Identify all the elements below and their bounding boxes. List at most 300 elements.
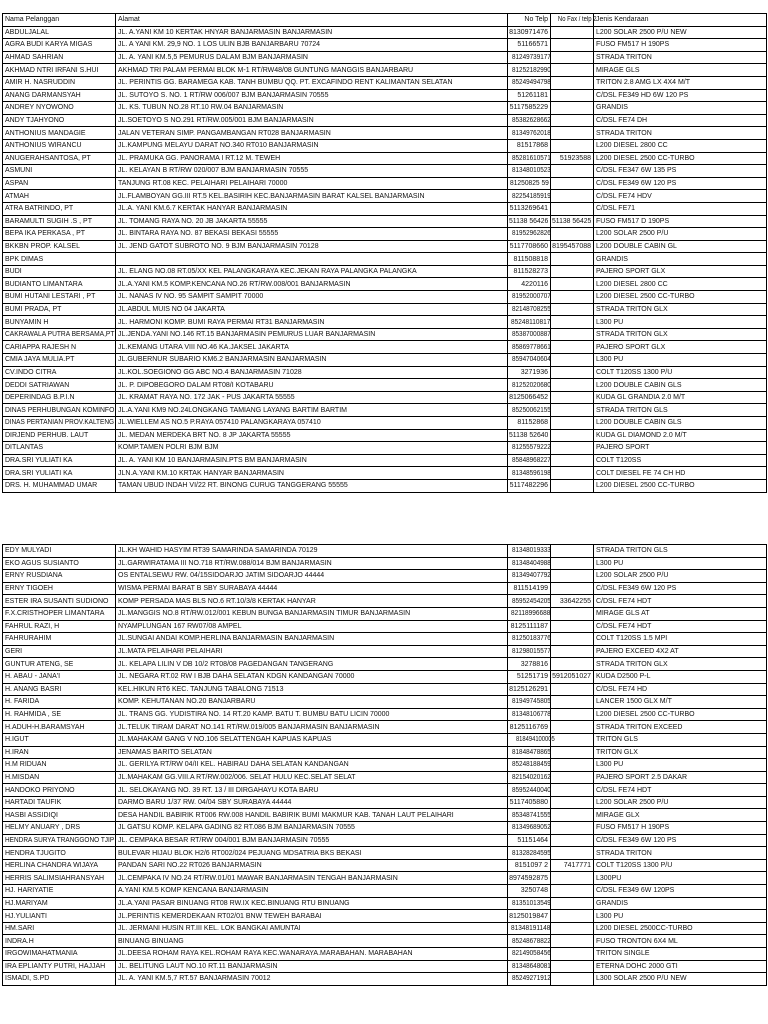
vehicle-type-cell: L200 DOUBLE CABIN GL	[594, 240, 767, 253]
phone-cell: 3271936	[508, 366, 551, 379]
table-row	[3, 39, 767, 52]
fax-cell	[551, 633, 594, 646]
vehicle-type-cell: PAJERO SPORT	[594, 442, 767, 455]
customer-name-cell: BEPA IKA PERKASA , PT	[3, 228, 116, 241]
fax-cell	[551, 76, 594, 89]
phone-cell: 81252020680	[508, 379, 551, 392]
phone-cell: 51261181	[508, 89, 551, 102]
address-cell: JL.MATA PELAIHARI PELAIHARI	[116, 645, 508, 658]
customer-name-cell: ATRA BATRINDO, PT	[3, 202, 116, 215]
address-cell: JL. MEDAN MERDEKA BRT NO. 8 JP JAKARTA 55555	[116, 429, 508, 442]
customer-name-cell: H. RAHMIDA , SE	[3, 708, 116, 721]
header-cell: No Fax / telp 2	[551, 14, 594, 27]
address-cell: KOMP PERSADA MAS BLS NO.6 RT.10/3/8 KERTAK HANYAR	[116, 595, 508, 608]
table-row	[3, 582, 767, 595]
fax-cell	[551, 479, 594, 492]
fax-cell	[551, 64, 594, 77]
vehicle-type-cell: L200 DIESEL 2500 CC-TURBO	[594, 291, 767, 304]
address-cell: JL. CEMPAKA BESAR RT/RW 004/001 BJM BANJARMASIN 70555	[116, 834, 508, 847]
customer-name-cell: ESTER IRA SUSANTI SUDIONO	[3, 595, 116, 608]
fax-cell	[551, 973, 594, 986]
address-cell: DARMO BARU 1/37 RW. 04/04 SBY SURABAYA 44444	[116, 796, 508, 809]
vehicle-type-cell: L200 SOLAR 2500 P/U	[594, 796, 767, 809]
customer-name-cell: HJ.YULIANTI	[3, 910, 116, 923]
fax-cell	[551, 771, 594, 784]
address-cell: JL.MAHAKAM GANG V NO.106 SELATTENGAH KAPUAS KAPUAS	[116, 733, 508, 746]
customer-name-cell: DIRJEND PERHUB. LAUT	[3, 429, 116, 442]
phone-cell: 81349407792	[508, 570, 551, 583]
fax-cell	[551, 253, 594, 266]
phone-cell: 82254185919	[508, 190, 551, 203]
address-cell: JL GATSU KOMP. KELAPA GADING 82 RT.086 BJM BANJARMASIN 70555	[116, 822, 508, 835]
phone-cell: 3278816	[508, 658, 551, 671]
phone-cell: 81952962826	[508, 228, 551, 241]
table-row	[3, 253, 767, 266]
table-row	[3, 935, 767, 948]
address-cell: JL.FLAMBOYAN GG.III RT.5 KEL.BASIRIH KEC.BANJARMASIN BARAT KALSEL BANJARMASIN	[116, 190, 508, 203]
vehicle-type-cell: C/DSL FE74 DH	[594, 114, 767, 127]
address-cell: JL.CEMPAKA IV NO.24 RT/RW.01/01 MAWAR BANJARMASIN TENGAH BANJARMASIN	[116, 872, 508, 885]
address-cell: JL.PERINTIS KEMERDEKAAN RT02/01 BNW TEWEH BARABAI	[116, 910, 508, 923]
phone-cell: 81348191148	[508, 922, 551, 935]
phone-cell: 81255579222	[508, 442, 551, 455]
customer-name-cell: HERLINA CHANDRA WIJAYA	[3, 859, 116, 872]
vehicle-type-cell: PAJERO SPORT GLX	[594, 265, 767, 278]
table-row	[3, 177, 767, 190]
phone-cell: 85248678822	[508, 935, 551, 948]
customer-name-cell: AGRA BUDI KARYA MIGAS	[3, 39, 116, 52]
phone-cell: 3250748	[508, 885, 551, 898]
page-break-gap	[0, 533, 768, 544]
vehicle-type-cell: C/DSL FE349 HD 6W 120 PS	[594, 89, 767, 102]
customer-name-cell: ASPAN	[3, 177, 116, 190]
address-cell: JL. A.YANI KM 10 KERTAK HNYAR BANJARMASIN BANJARMASIN	[116, 26, 508, 39]
fax-cell: 7417771	[551, 859, 594, 872]
fax-cell	[551, 545, 594, 558]
vehicle-type-cell: C/DSL FE349 6W 120 PS	[594, 834, 767, 847]
phone-cell: 51151464	[508, 834, 551, 847]
table-row	[3, 303, 767, 316]
customer-name-cell: BUDIANTO LIMANTARA	[3, 278, 116, 291]
address-cell: JL. TRANS GG. YUDISTIRA NO. 14 RT.20 KAMP. BATU T. BUMBU BATU LICIN 70000	[116, 708, 508, 721]
address-cell: JL.KOL.SOEGIONO GG ABC NO.4 BANJARMASIN 71028	[116, 366, 508, 379]
phone-cell: 8151097 2	[508, 859, 551, 872]
customer-name-cell: ISMADI, S.PD	[3, 973, 116, 986]
fax-cell	[551, 228, 594, 241]
customer-name-cell: FAHRURAHIM	[3, 633, 116, 646]
address-cell: JL.SOETOYO S NO.291 RT/RW.005/001 BJM BANJARMASIN	[116, 114, 508, 127]
address-cell: JL.MANGGIS NO.8 RT/RW.012/001 KEBUN BUNGA BANJARMASIN TIMUR BANJARMASIN	[116, 607, 508, 620]
customer-name-cell: BKKBN PROP. KALSEL	[3, 240, 116, 253]
fax-cell	[551, 885, 594, 898]
vehicle-type-cell: C/DSL FE74 HD	[594, 683, 767, 696]
fax-cell	[551, 442, 594, 455]
vehicle-type-cell: C/DSL FE349 6W 120 PS	[594, 582, 767, 595]
address-cell: JL. A. YANI KM 10 BANJARMASIN.PTS BM BANJARMASIN	[116, 454, 508, 467]
table-row	[3, 759, 767, 772]
vehicle-type-cell: PAJERO SPORT GLX	[594, 341, 767, 354]
fax-cell	[551, 202, 594, 215]
phone-cell: 811514199	[508, 582, 551, 595]
address-cell: JENAMAS BARITO SELATAN	[116, 746, 508, 759]
customer-name-cell: BARAMULTI SUGIH .S , PT	[3, 215, 116, 228]
table-row	[3, 76, 767, 89]
table-row	[3, 454, 767, 467]
fax-cell	[551, 303, 594, 316]
address-cell: JALAN VETERAN SIMP. PANGAMBANGAN RT028 BANJARMASIN	[116, 127, 508, 140]
customer-name-cell: HERRIS SALIMSIAHRANSYAH	[3, 872, 116, 885]
fax-cell	[551, 404, 594, 417]
fax-cell	[551, 620, 594, 633]
table-row	[3, 240, 767, 253]
phone-cell: 51138 56426	[508, 215, 551, 228]
customer-name-cell: AMIR H. NASRUDDIN	[3, 76, 116, 89]
customer-name-cell: H.IRAN	[3, 746, 116, 759]
fax-cell	[551, 784, 594, 797]
phone-cell: 85382628662	[508, 114, 551, 127]
phone-cell: 5117482296	[508, 479, 551, 492]
vehicle-type-cell: C/DSL FE347 6W 135 PS	[594, 165, 767, 178]
fax-cell	[551, 417, 594, 430]
fax-cell	[551, 746, 594, 759]
table-row	[3, 127, 767, 140]
vehicle-type-cell: C/DSL FE74 HDT	[594, 620, 767, 633]
phone-cell: 81349762018	[508, 127, 551, 140]
table-row	[3, 354, 767, 367]
fax-cell	[551, 721, 594, 734]
fax-cell	[551, 379, 594, 392]
address-cell: JL. ELANG NO.08 RT.05/XX KEL PALANGKARAYA KEC.JEKAN RAYA PALANGKA PALANGKA	[116, 265, 508, 278]
address-cell: JL. PERINTIS GG. BARAMEGA KAB. TANH BUMBU QQ. PT. EXCAFINDO RENT KALIMANTAN SELATAN	[116, 76, 508, 89]
phone-cell: 85248188459	[508, 759, 551, 772]
vehicle-type-cell: FUSO FM517 H 190PS	[594, 822, 767, 835]
phone-cell: 81351013549	[508, 897, 551, 910]
fax-cell	[551, 607, 594, 620]
vehicle-type-cell: PAJERO SPORT 2.5 DAKAR	[594, 771, 767, 784]
table-row	[3, 620, 767, 633]
vehicle-type-cell: PAJERO EXCEED 4X2 AT	[594, 645, 767, 658]
customer-name-cell: HJ.MARIYAM	[3, 897, 116, 910]
table-row	[3, 102, 767, 115]
table-row	[3, 278, 767, 291]
address-cell: JL.GARWIRATAMA III NO.718 RT/RW.088/014 BJM BANJARMASIN	[116, 557, 508, 570]
fax-cell	[551, 708, 594, 721]
customer-table-top	[2, 13, 767, 493]
customer-name-cell: INDRA.H	[3, 935, 116, 948]
table-row	[3, 633, 767, 646]
table-row	[3, 922, 767, 935]
address-cell: JL. PRAMUKA GG. PANORAMA I RT.12 M. TEWEH	[116, 152, 508, 165]
vehicle-type-cell: GRANDIS	[594, 102, 767, 115]
table-row	[3, 809, 767, 822]
address-cell: JL. GERILYA RT/RW 04/II KEL. HABIRAU DAHA SELATAN KANDANGAN	[116, 759, 508, 772]
fax-cell	[551, 265, 594, 278]
address-cell: AKHMAD TRI PALAM PERMAI BLOK M-1 RT/RW48/08 GUNTUNG MANGGIS BANJARBARU	[116, 64, 508, 77]
customer-name-cell: HM.SARI	[3, 922, 116, 935]
phone-cell: 81348404988	[508, 557, 551, 570]
customer-name-cell: DEPERINDAG B.P.I.N	[3, 391, 116, 404]
customer-name-cell: HENDRA TJUGITO	[3, 847, 116, 860]
fax-cell	[551, 759, 594, 772]
vehicle-type-cell: LANCER 1500 GLX M/T	[594, 696, 767, 709]
vehicle-type-cell: L300 PU	[594, 354, 767, 367]
table-row	[3, 708, 767, 721]
address-cell: JLN.A.YANI KM.10 KRTAK HANYAR BANJARMASIN	[116, 467, 508, 480]
table-row	[3, 89, 767, 102]
fax-cell	[551, 165, 594, 178]
customer-name-cell: DRA.SRI YULIATI KA	[3, 467, 116, 480]
phone-cell: 85250062155	[508, 404, 551, 417]
address-cell	[116, 253, 508, 266]
phone-cell: 81348596198	[508, 467, 551, 480]
address-cell: JL.KH WAHID HASYIM RT39 SAMARINDA SAMARINDA 70129	[116, 545, 508, 558]
vehicle-type-cell: L300 PU	[594, 759, 767, 772]
vehicle-type-cell: STRADA TRITON GLX	[594, 303, 767, 316]
fax-cell: 51138 56425	[551, 215, 594, 228]
vehicle-type-cell: MIRAGE GLS	[594, 64, 767, 77]
vehicle-type-cell: L200 SOLAR 2500 P/U	[594, 570, 767, 583]
customer-name-cell: DINAS PERHUBUNGAN KOMINFO	[3, 404, 116, 417]
fax-cell	[551, 127, 594, 140]
fax-cell	[551, 354, 594, 367]
table-row	[3, 960, 767, 973]
customer-name-cell: ASMUNI	[3, 165, 116, 178]
customer-name-cell: EDY MULYADI	[3, 545, 116, 558]
table-row	[3, 51, 767, 64]
customer-name-cell: ANANG DARMANSYAH	[3, 89, 116, 102]
vehicle-type-cell: L200 DIESEL 2500 CC-TURBO	[594, 708, 767, 721]
vehicle-type-cell: COLT T120SS 1300 P/U	[594, 859, 767, 872]
address-cell: JL.A.YANI KM9 NO.24LONGKANG TAMIANG LAYANG BARTIM BARTIM	[116, 404, 508, 417]
phone-cell: 8130971476	[508, 26, 551, 39]
phone-cell: 81952000707	[508, 291, 551, 304]
address-cell: JL. P. DIPOBEGORO DALAM RT08/I KOTABARU	[116, 379, 508, 392]
fax-cell: 5912051027	[551, 670, 594, 683]
phone-cell: 8125019847	[508, 910, 551, 923]
fax-cell	[551, 796, 594, 809]
table-row	[3, 215, 767, 228]
address-cell: DESA HANDIL BABIRIK RT006 RW.008 HANDIL BABIRIK BUMI MAKMUR KAB. TANAH LAUT PELAIHARI	[116, 809, 508, 822]
table-row	[3, 897, 767, 910]
table-row	[3, 784, 767, 797]
address-cell: NYAMPLUNGAN 167 RW07/08 AMPEL	[116, 620, 508, 633]
fax-cell	[551, 872, 594, 885]
customer-name-cell: AKHMAD NTRI IRFANI S.HUI	[3, 64, 116, 77]
address-cell: KOMP.TAMEN POLRI BJM BJM	[116, 442, 508, 455]
table-row	[3, 479, 767, 492]
customer-name-cell: HELMY ANUARY , DRS	[3, 822, 116, 835]
customer-name-cell: DRS. H. MUHAMMAD UMAR	[3, 479, 116, 492]
address-cell: JL.A.YANI KM.5 KOMP.KENCANA NO.26 RT/RW.008/001 BANJARMASIN	[116, 278, 508, 291]
vehicle-type-cell: C/DSL FE349 6W 120 PS	[594, 177, 767, 190]
table-row	[3, 733, 767, 746]
fax-cell	[551, 341, 594, 354]
table-row	[3, 545, 767, 558]
table-row	[3, 872, 767, 885]
phone-cell: 81250825 59	[508, 177, 551, 190]
customer-name-cell: ANTHONIUS WIRANCU	[3, 139, 116, 152]
customer-name-cell: F.X.CRISTHOPER LIMANTARA	[3, 607, 116, 620]
fax-cell	[551, 822, 594, 835]
fax-cell	[551, 922, 594, 935]
fax-cell	[551, 291, 594, 304]
customer-name-cell: H.MISDAN	[3, 771, 116, 784]
vehicle-type-cell: C/DSL FE74 HDT	[594, 595, 767, 608]
fax-cell	[551, 834, 594, 847]
table-row	[3, 670, 767, 683]
vehicle-type-cell: L300PU	[594, 872, 767, 885]
address-cell: JL. BINTARA RAYA NO. 87 BEKASI BEKASI 55555	[116, 228, 508, 241]
customer-name-cell: ERNY RUSDIANA	[3, 570, 116, 583]
fax-cell	[551, 39, 594, 52]
vehicle-type-cell: GRANDIS	[594, 253, 767, 266]
customer-name-cell: IRGOWIMAHATMANIA	[3, 948, 116, 961]
table-row	[3, 467, 767, 480]
vehicle-type-cell: L200 SOLAR 2500 P/U NEW	[594, 26, 767, 39]
customer-table-bottom	[2, 544, 767, 986]
vehicle-type-cell: L200 DIESEL 2500 CC-TURBO	[594, 479, 767, 492]
address-cell: JL.DEESA ROHAM RAYA KEL.ROHAM RAYA KEC.WANARAYA.MARABAHAN. MARABAHAN	[116, 948, 508, 961]
customer-name-cell: CV.INDO CITRA	[3, 366, 116, 379]
address-cell: WISMA PERMAI BARAT B SBY SURABAYA 44444	[116, 582, 508, 595]
table-row	[3, 645, 767, 658]
table-row	[3, 228, 767, 241]
phone-cell: 51166571	[508, 39, 551, 52]
address-cell: JL. BELITUNG LAUT NO.10 RT.11 BANJARMASIN	[116, 960, 508, 973]
address-cell: JL.WIELLEM AS NO.5 P.RAYA 057410 PALANGKARAYA 057410	[116, 417, 508, 430]
table-row	[3, 190, 767, 203]
phone-cell: 81348648081	[508, 960, 551, 973]
address-cell: PANDAN SARI NO.22 RT026 BANJARMASIN	[116, 859, 508, 872]
table-row	[3, 442, 767, 455]
address-cell: JL.SUNGAI ANDAI KOMP.HERLINA BANJARMASIN BANJARMASIN	[116, 633, 508, 646]
fax-cell	[551, 645, 594, 658]
header-row	[3, 14, 767, 27]
table-row	[3, 291, 767, 304]
table-row	[3, 973, 767, 986]
fax-cell	[551, 278, 594, 291]
address-cell: KOMP. KEHUTANAN NO.20 BANJARBARU	[116, 696, 508, 709]
phone-cell: 81298015577	[508, 645, 551, 658]
customer-name-cell: HARTADI TAUFIK	[3, 796, 116, 809]
fax-cell	[551, 910, 594, 923]
table-row	[3, 746, 767, 759]
address-cell: TANJUNG RT.08 KEC. PELAIHARI PELAIHARI 70000	[116, 177, 508, 190]
fax-cell	[551, 570, 594, 583]
customer-name-cell: HASBI ASSIDIQI	[3, 809, 116, 822]
table-row	[3, 417, 767, 430]
customer-name-cell: H.M RIDUAN	[3, 759, 116, 772]
fax-cell	[551, 557, 594, 570]
address-cell: BULEVAR HIJAU BLOK H2/6 RT002/024 PEJUANG MDSATRIA BKS BEKASI	[116, 847, 508, 860]
fax-cell	[551, 366, 594, 379]
address-cell: JL. JEND GATOT SUBROTO NO. 9 BJM BANJARMASIN 70128	[116, 240, 508, 253]
address-cell: JL.ABDUL MUIS NO 04 JAKARTA	[116, 303, 508, 316]
phone-cell: 81349689052	[508, 822, 551, 835]
table-row	[3, 429, 767, 442]
header-cell: Jenis Kendaraan	[594, 14, 767, 27]
vehicle-type-cell: L300 PU	[594, 557, 767, 570]
customer-name-cell: DRA.SRI YULIATI KA	[3, 454, 116, 467]
phone-cell: 5117708660	[508, 240, 551, 253]
fax-cell	[551, 102, 594, 115]
address-cell: JL. NANAS IV NO. 95 SAMPIT SAMPIT 70000	[116, 291, 508, 304]
phone-cell: 85249494798	[508, 76, 551, 89]
address-cell: JL.GUBERNUR SUBARIO KM6.2 BANJARMASIN BANJARMASIN	[116, 354, 508, 367]
vehicle-type-cell: L300 PU	[594, 316, 767, 329]
phone-cell: 81348106778	[508, 708, 551, 721]
address-cell: A.YANI KM.5 KOMP KENCANA BANJARMASIN	[116, 885, 508, 898]
vehicle-type-cell: GRANDIS	[594, 897, 767, 910]
phone-cell: 81252182990	[508, 64, 551, 77]
table-row	[3, 910, 767, 923]
table-row	[3, 341, 767, 354]
customer-name-cell: H. FARIDA	[3, 696, 116, 709]
table-row	[3, 366, 767, 379]
table-row	[3, 152, 767, 165]
table-row	[3, 265, 767, 278]
customer-name-cell: AHMAD SAHRIAN	[3, 51, 116, 64]
vehicle-type-cell: STRADA TRITON GLX	[594, 328, 767, 341]
fax-cell	[551, 696, 594, 709]
phone-cell: 5113269641	[508, 202, 551, 215]
table-row	[3, 26, 767, 39]
table-row	[3, 114, 767, 127]
table-row	[3, 859, 767, 872]
phone-cell: 82154020162	[508, 771, 551, 784]
address-cell: BINUANG BINUANG	[116, 935, 508, 948]
vehicle-type-cell: L200 DOUBLE CABIN GLS	[594, 417, 767, 430]
phone-cell: 85947040604	[508, 354, 551, 367]
table-row	[3, 64, 767, 77]
phone-cell: 818494100005	[508, 733, 551, 746]
phone-cell: 85952454205	[508, 595, 551, 608]
customer-name-cell: BUMI HUTANI LESTARI , PT	[3, 291, 116, 304]
vehicle-type-cell: C/DSL FE74 HDV	[594, 190, 767, 203]
customer-name-cell: CAKRAWALA PUTRA BERSAMA,PT	[3, 328, 116, 341]
address-cell: OS ENTALSEWU RW. 04/15SIDOARJO JATIM SIDOARJO 44444	[116, 570, 508, 583]
table-row	[3, 683, 767, 696]
address-cell: KEL.HIKUN RT6 KEC. TANJUNG TABALONG 71513	[116, 683, 508, 696]
fax-cell	[551, 89, 594, 102]
vehicle-type-cell: MIRAGE GLX	[594, 809, 767, 822]
header-cell: Alamat	[116, 14, 508, 27]
fax-cell	[551, 328, 594, 341]
fax-cell	[551, 948, 594, 961]
address-cell: JL.A. YANI KM.6.7 KERTAK HANYAR BANJARMASIN	[116, 202, 508, 215]
address-cell: JL. SUTOYO S. NO. 1 RT/RW 006/007 BJM BANJARMASIN 70555	[116, 89, 508, 102]
vehicle-type-cell: STRADA TRITON EXCEED	[594, 721, 767, 734]
fax-cell	[551, 683, 594, 696]
address-cell: JL. HARMONI KOMP. BUMI RAYA PERMAI RT31 BANJARMASIN	[116, 316, 508, 329]
customer-name-cell: CARIAPPA RAJESH N	[3, 341, 116, 354]
phone-cell: 81949745805	[508, 696, 551, 709]
phone-cell: 85387000887	[508, 328, 551, 341]
fax-cell	[551, 733, 594, 746]
table-row	[3, 847, 767, 860]
phone-cell: 85869778661	[508, 341, 551, 354]
customer-name-cell: HJ. HARIYATIE	[3, 885, 116, 898]
vehicle-type-cell: L200 SOLAR 2500 P/U	[594, 228, 767, 241]
phone-cell: 82149058456	[508, 948, 551, 961]
customer-name-cell: EKO AGUS SUSIANTO	[3, 557, 116, 570]
table-row	[3, 721, 767, 734]
table-row	[3, 696, 767, 709]
phone-cell: 82118996688	[508, 607, 551, 620]
phone-cell: 8974592875	[508, 872, 551, 885]
vehicle-type-cell: C/DSL FE74 HDT	[594, 784, 767, 797]
customer-name-cell: ABDULJALAL	[3, 26, 116, 39]
